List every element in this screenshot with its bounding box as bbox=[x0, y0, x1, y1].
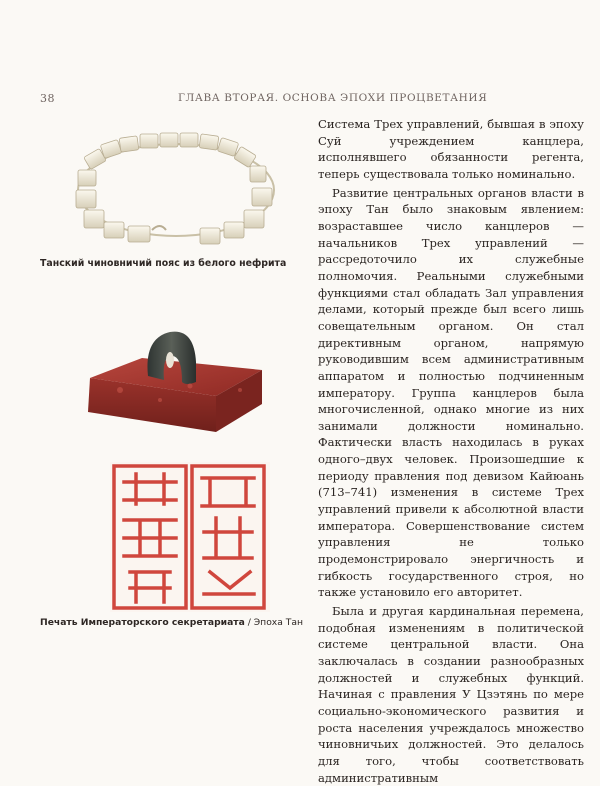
seal-image bbox=[50, 300, 300, 450]
belt-caption: Танский чиновничий пояс из белого нефрита bbox=[40, 258, 287, 269]
paragraph: Система Трех управлений, бывшая в эпоху Суй учреждением канцлера, исполнявшего обязанности регента, теперь существовала только номинально. bbox=[318, 117, 584, 181]
jade-belt-image bbox=[56, 126, 296, 256]
seal-caption-separator: / bbox=[244, 617, 254, 628]
paragraph: Развитие центральных органов власти в эпоху Тан было знаковым явлением: возраставшее число канцлеров — начальников Трех управлений — рассредоточило их служебные полномочия. Реальными служебными функциями стал обладать Зал управления делами, который прежде был всего лишь совещательным органом. Он стал директивным органом, напрямую руководившим всем административным аппаратом и полностью подчиненным императору. Группа канцлеров была многочисленной, однако многие из них занимали должности номинально. Фактически власть находилась в руках одного–двух человек. Произошедшие к периоду правления под девизом Кайюань (713–741) изменения в системе Трех управлений привели к абсолютной власти императора. Совершенствование систем управления не только продемонстрировало энергичность и гибкость государственного строя, но также установило его авторитет. bbox=[318, 185, 584, 600]
seal-caption-title: Печать Императорского секретариата bbox=[40, 617, 245, 628]
running-head: ГЛАВА ВТОРАЯ. ОСНОВА ЭПОХИ ПРОЦВЕТАНИЯ bbox=[178, 92, 488, 104]
seal-caption bbox=[40, 617, 310, 628]
page-number: 38 bbox=[40, 92, 55, 105]
seal-impression-image bbox=[80, 460, 280, 615]
paragraph: Была и другая кардинальная перемена, подобная изменениям в политической системе центральной власти. Она заключалась в создании разнообразных должностей и служебных функций. Начиная с правления У Цзэтянь по мере социально-экономического развития и роста населения учреждалось множество чиновничьих должностей. Это делалось для того, чтобы соответствовать административным bbox=[318, 604, 584, 785]
seal-caption-era: Эпоха Тан bbox=[253, 617, 304, 628]
body-text bbox=[318, 116, 584, 786]
figures-column bbox=[40, 120, 304, 720]
